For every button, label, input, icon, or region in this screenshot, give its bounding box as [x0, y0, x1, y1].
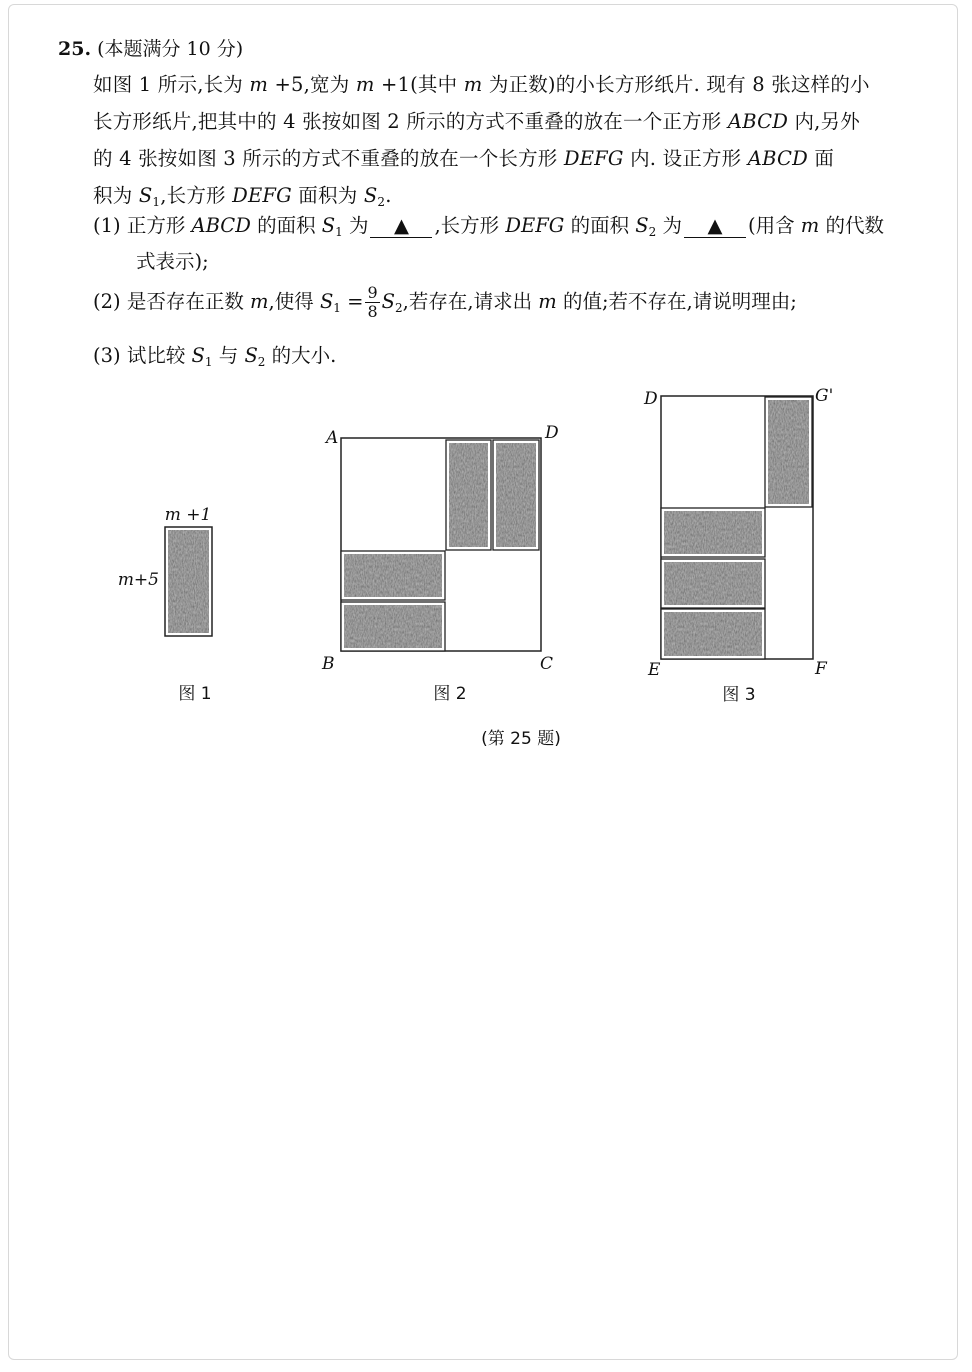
- vertex-b: B: [322, 654, 335, 674]
- text: 的大小.: [265, 344, 337, 367]
- text: 的值;若不存在,请说明理由;: [556, 290, 797, 313]
- subscript: 1: [333, 301, 341, 315]
- figure-1: [118, 505, 212, 704]
- subquestion-number: (2): [93, 290, 121, 313]
- vertex-g: G': [815, 386, 834, 406]
- stem-text: .: [385, 184, 392, 207]
- paper-rectangle: [449, 443, 488, 547]
- text: ,长方形: [434, 214, 506, 237]
- var-s: S: [191, 344, 205, 367]
- var-m: m: [355, 73, 375, 96]
- var-s: S: [635, 214, 649, 237]
- var-s: S: [138, 184, 153, 207]
- var-defg: DEFG: [232, 184, 292, 207]
- subscript: 1: [335, 225, 343, 239]
- paper-rectangle: [664, 511, 762, 554]
- subquestion-number: (3): [93, 344, 121, 367]
- subquestion-number: (1): [93, 214, 121, 237]
- figure-3: [643, 386, 833, 705]
- paper-rectangle: [664, 612, 762, 656]
- var-m: m: [463, 73, 483, 96]
- stem-text: ,长方形: [160, 184, 233, 207]
- vertex-d: D: [644, 389, 658, 409]
- answer-blank-1[interactable]: ▲: [370, 215, 432, 238]
- stem-text: 长方形纸片,把其中的 4 张按如图 2 所示的方式不重叠的放在一个正方形: [93, 110, 728, 133]
- text: 为: [656, 214, 682, 237]
- caption-fig1: 图 1: [178, 684, 212, 704]
- var-abcd: ABCD: [747, 147, 808, 170]
- var-s: S: [244, 344, 258, 367]
- caption-fig3: 图 3: [722, 685, 756, 705]
- subscript: 2: [648, 225, 657, 239]
- stem-text: 内,另外: [788, 110, 860, 133]
- question-number: 25.: [58, 38, 92, 60]
- var-defg: DEFG: [505, 214, 565, 237]
- subscript: 1: [152, 195, 161, 209]
- stem-text: 面: [807, 147, 835, 170]
- label-width: m +1: [164, 505, 212, 525]
- text: 的面积: [564, 214, 636, 237]
- var-s: S: [319, 290, 334, 313]
- answer-blank-2[interactable]: ▲: [684, 215, 746, 238]
- paper-rectangle: [168, 530, 209, 633]
- var-m: m: [538, 290, 557, 313]
- figure-2: [321, 423, 559, 704]
- text: 正方形: [120, 214, 192, 237]
- fraction-denominator: 8: [367, 302, 378, 321]
- vertex-a: A: [326, 428, 339, 448]
- paper-rectangle: [664, 562, 762, 605]
- var-m: m: [800, 214, 820, 237]
- score-note: (本题满分 10 分): [97, 38, 244, 60]
- subscript: 2: [257, 355, 266, 369]
- text: (用含: [747, 214, 801, 237]
- text: ,使得: [268, 290, 320, 313]
- stem-text: 面积为: [291, 184, 364, 207]
- fraction-numerator: 9: [367, 283, 378, 302]
- paper-rectangle: [344, 554, 442, 597]
- text: 的代数: [819, 214, 884, 237]
- paper-rectangle: [496, 443, 536, 547]
- var-m: m: [250, 290, 269, 313]
- var-defg: DEFG: [563, 147, 624, 170]
- stem-text: 积为: [93, 184, 139, 207]
- subscript: 1: [204, 355, 213, 369]
- subscript: 2: [377, 195, 386, 209]
- text: 是否存在正数: [120, 290, 251, 313]
- var-s: S: [363, 184, 378, 207]
- stem-text: +1(其中: [374, 73, 464, 96]
- var-s: S: [321, 214, 336, 237]
- vertex-e: E: [648, 660, 661, 680]
- paper-rectangle: [344, 605, 442, 648]
- caption-fig2: 图 2: [433, 684, 467, 704]
- text: 为: [342, 214, 369, 237]
- subscript: 2: [395, 301, 403, 315]
- text: 试比较: [120, 344, 192, 367]
- vertex-d: D: [545, 423, 559, 443]
- text: 与: [212, 344, 245, 367]
- var-m: m: [249, 73, 269, 96]
- stem-text: 的 4 张按如图 3 所示的方式不重叠的放在一个长方形: [93, 147, 564, 170]
- stem-text: 内. 设正方形: [623, 147, 748, 170]
- stem-text: 如图 1 所示,长为: [93, 73, 250, 96]
- text: 的面积: [250, 214, 322, 237]
- subquestion-1-cont: 式表示);: [136, 250, 209, 273]
- paper-rectangle: [768, 400, 809, 504]
- label-length: m+5: [117, 570, 159, 590]
- var-abcd: ABCD: [727, 110, 789, 133]
- text: =: [340, 290, 364, 313]
- vertex-f: F: [815, 659, 827, 679]
- vertex-c: C: [540, 654, 554, 674]
- question-footer: (第 25 题): [481, 729, 561, 749]
- stem-text: +5,宽为: [268, 73, 356, 96]
- var-abcd: ABCD: [191, 214, 251, 237]
- stem-text: 为正数)的小长方形纸片. 现有 8 张这样的小: [482, 73, 870, 96]
- text: ,若存在,请求出: [402, 290, 539, 313]
- var-s: S: [381, 290, 396, 313]
